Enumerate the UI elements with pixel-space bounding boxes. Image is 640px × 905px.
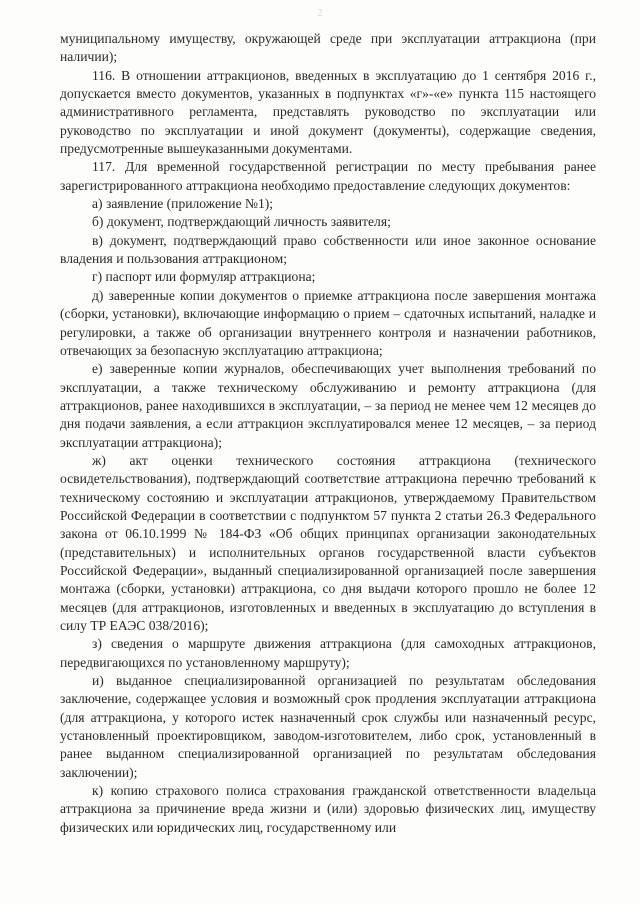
list-item-e: е) заверенные копии журналов, обеспечивающих учет выполнения требований по эксплуатации, а также техническому обслуживанию и ремонту аттракциона (для аттракционов, ранее находившихся в эксплуатации, – за период не менее чем 12 месяцев до дня подачи заявления, а если аттракцион эксплуатировался менее 12 месяцев, – за период эксплуатации аттракциона); bbox=[60, 361, 596, 450]
list-item-a: а) заявление (приложение №1); bbox=[92, 196, 274, 212]
list-item-k: к) копию страхового полиса страхования гражданской ответственности владельца аттракциона за причинение вреда жизни и (или) здоровью физических лиц, имуществу физических или юридических лиц, государственному или bbox=[60, 783, 596, 835]
page-number: 2 bbox=[317, 8, 323, 19]
list-item-zh: ж) акт оценки технического состояния аттракциона (технического освидетельствования), подтверждающий соответствие аттракциона перечню требований к техническому состоянию и эксплуатации аттракционов, утверждаемому Правительством Российской Федерации в соответствии с подпунктом 57 пункта 2 статьи 26.3 Федерального закона от 06.10.1999 № 184-ФЗ «Об общих принципах организации законодательных (представительных) и исполнительных органов государственной власти субъектов Российской Федерации», выданный специализированной организацией после завершения монтажа (сборки, установки) аттракциона, со дня выдачи которого прошло не более 12 месяцев (для аттракционов, изготовленных и введенных в эксплуатацию до вступления в силу ТР ЕАЭС 038/2016); bbox=[60, 452, 596, 633]
list-item-v: в) документ, подтверждающий право собственности или иное законное основание владения и пользования аттракционом; bbox=[60, 232, 596, 267]
list-item-d: д) заверенные копии документов о приемке аттракциона после завершения монтажа (сборки, установки), включающие информацию о прием – сдаточных испытаний, наладке и регулировки, а также об организации внутреннего контроля и назначении работников, отвечающих за безопасную эксплуатацию аттракциона; bbox=[60, 287, 596, 358]
paragraph-117: 117. Для временной государственной регистрации по месту пребывания ранее зарегистрированного аттракциона необходимо предоставление следующих документов: bbox=[60, 159, 596, 193]
paragraph-continuation: муниципальному имуществу, окружающей среде при эксплуатации аттракциона (при наличии); bbox=[60, 31, 596, 65]
paragraph-116: 116. В отношении аттракционов, введенных в эксплуатацию до 1 сентября 2016 г., допускается вместо документов, указанных в подпунктах «г»-«е» пункта 115 настоящего административного регламента, представлять руководство по эксплуатации или руководство по эксплуатации и иной документ (документы), содержащие сведения, предусмотренные вышеуказанными документами. bbox=[60, 67, 596, 157]
list-item-i: и) выданное специализированной организацией по результатам обследования заключение, содержащее условия и возможный срок продления эксплуатации аттракциона (для аттракциона, у которого истек назначенный срок службы или назначенный ресурс, установленный проектировщиком, заводом-изготовителем, либо срок, установленный в ранее выданном специализированной организацией по результатам обследования заключении); bbox=[60, 673, 596, 780]
document-body bbox=[60, 30, 596, 837]
list-item-g: г) паспорт или формуляр аттракциона; bbox=[92, 269, 316, 285]
list-item-b: б) документ, подтверждающий личность заявителя; bbox=[92, 214, 391, 230]
list-item-z: з) сведения о маршруте движения аттракциона (для самоходных аттракционов, передвигающихся по установленному маршруту); bbox=[60, 636, 596, 670]
